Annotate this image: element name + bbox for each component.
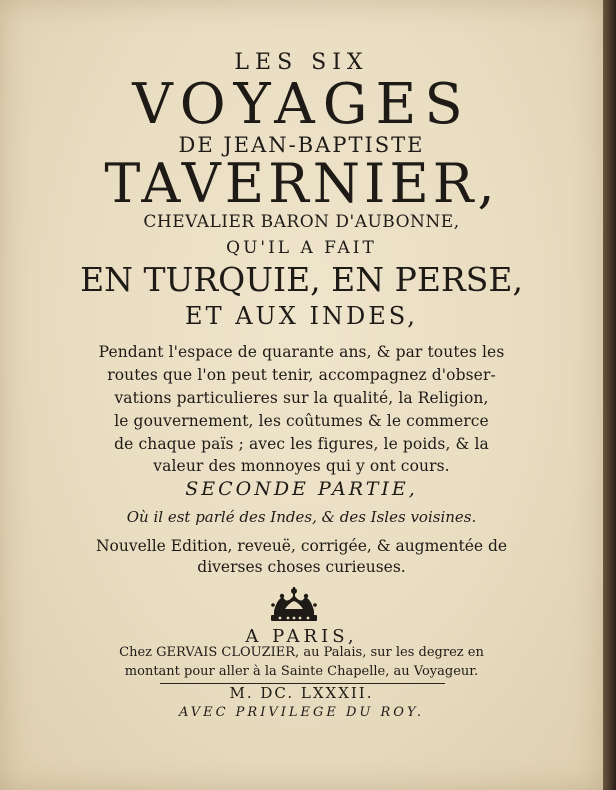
title-voyages: VOYAGES [132,72,471,137]
imprint-city: A PARIS, [245,626,358,647]
edition-note-continued: diverses choses curieuses. [197,558,406,576]
description-line: le gouvernement, les coûtumes & le commerce [114,412,489,430]
edition-note: Nouvelle Edition, reveuë, corrigée, & augmentée de [95,537,508,555]
title-author-rank: CHEVALIER BARON D'AUBONNE, [143,212,460,232]
description-line: valeur des monnoyes qui y ont cours. [153,457,450,475]
title-author-name: TAVERNIER, [104,152,499,215]
description-line: vations particulieres sur la qualité, la Religion, [114,389,489,407]
title-aux-indes: ET AUX INDES, [185,302,418,330]
imprint-date: M. DC. LXXXII. [229,684,374,702]
title-les-six: LES SIX [234,50,369,75]
imprint-privilege: AVEC PRIVILEGE DU ROY. [178,705,425,720]
imprint-publisher: Chez GERVAIS CLOUZIER, au Palais, sur les degrez en [119,645,484,660]
title-quil-a-fait: QU'IL A FAIT [226,238,377,258]
imprint-address: montant pour aller à la Sainte Chapelle, au Voyageur. [124,664,479,679]
description-line: Pendant l'espace de quarante ans, & par toutes les [98,343,505,361]
part-heading: SECONDE PARTIE, [185,478,418,500]
title-destinations: EN TURQUIE, EN PERSE, [80,260,523,299]
title-de-jean-baptiste: DE JEAN-BAPTISTE [178,133,425,157]
description-line: routes que l'on peut tenir, accompagnez d'obser- [107,366,496,384]
book-edge [603,0,616,790]
crown-icon [265,585,323,625]
part-subtitle: Où il est parlé des Indes, & des Isles voisines. [126,508,477,526]
description-line: de chaque païs ; avec les figures, le poids, & la [114,435,489,453]
